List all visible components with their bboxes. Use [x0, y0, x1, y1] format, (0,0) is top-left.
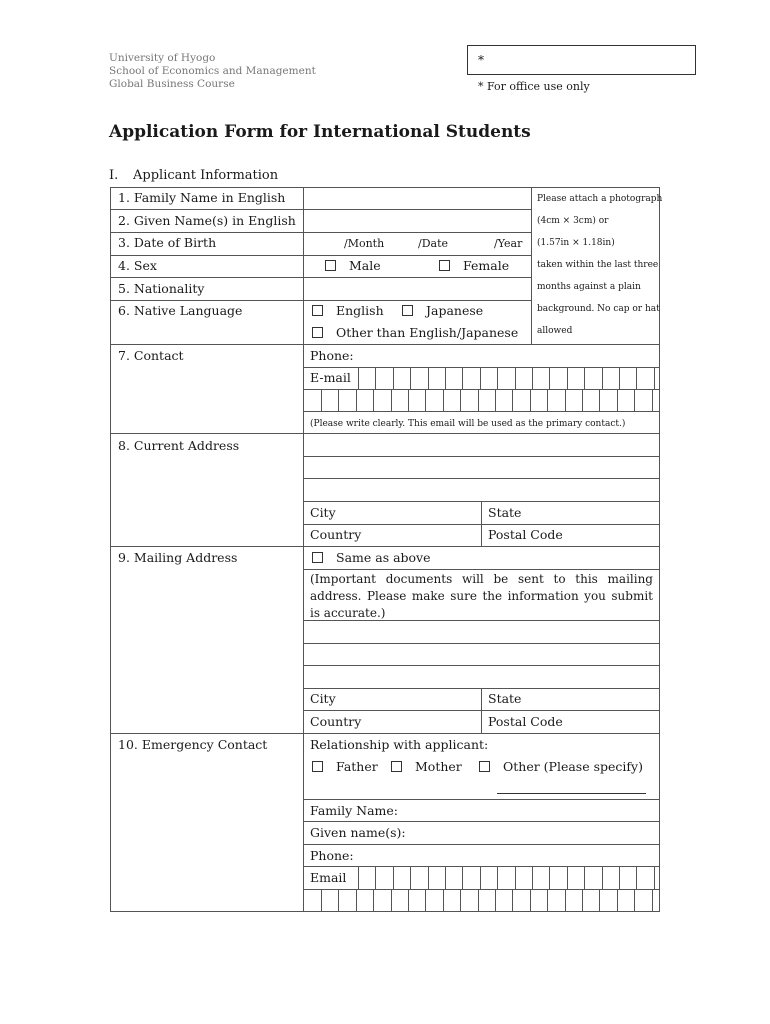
char-box-divider	[495, 389, 496, 411]
female-label: Female	[463, 258, 510, 273]
current-postal-label: Postal Code	[488, 527, 563, 542]
course-name: Global Business Course	[109, 78, 235, 90]
char-box-divider	[410, 367, 411, 389]
char-box-divider	[356, 389, 357, 411]
contact-email-label: E-mail	[310, 370, 351, 385]
char-box-divider	[462, 866, 463, 889]
char-box-divider	[515, 367, 516, 389]
office-use-box	[467, 45, 696, 75]
char-box-divider	[567, 866, 568, 889]
female-checkbox[interactable]	[439, 260, 450, 271]
mother-checkbox[interactable]	[391, 761, 402, 772]
char-box-divider	[547, 889, 548, 911]
char-box-divider	[532, 367, 533, 389]
char-box-divider	[321, 889, 322, 911]
other-specify-line[interactable]	[497, 793, 646, 794]
section-label: Applicant Information	[133, 168, 279, 183]
other-relationship-checkbox[interactable]	[479, 761, 490, 772]
char-box-divider	[617, 889, 618, 911]
char-box-divider	[599, 389, 600, 411]
char-box-divider	[356, 889, 357, 911]
photo-note-line-6: background. No cap or hat	[537, 304, 660, 314]
photo-note-line-3: (1.57in × 1.18in)	[537, 238, 615, 248]
label-family-name: 1. Family Name in English	[118, 190, 286, 205]
char-box-divider	[321, 389, 322, 411]
char-box-divider	[443, 889, 444, 911]
language-english-option[interactable]	[312, 303, 384, 319]
char-box-divider	[480, 866, 481, 889]
same-as-above-checkbox[interactable]	[312, 552, 323, 563]
other-language-label: Other than English/Japanese	[336, 325, 519, 340]
other-relationship-label: Other (Please specify)	[503, 759, 643, 774]
section-heading	[109, 168, 278, 183]
relationship-father-option[interactable]	[312, 759, 378, 775]
char-box-divider	[391, 889, 392, 911]
dob-date[interactable]: /Date	[418, 237, 449, 250]
university-name: University of Hyogo	[109, 52, 216, 64]
char-box-divider	[375, 866, 376, 889]
relationship-other-option[interactable]	[479, 759, 643, 775]
char-box-divider	[425, 889, 426, 911]
char-box-divider	[445, 367, 446, 389]
emergency-family-name-label: Family Name:	[310, 803, 399, 818]
char-box-divider	[408, 889, 409, 911]
char-box-divider	[567, 367, 568, 389]
char-box-divider	[549, 866, 550, 889]
char-box-divider	[425, 389, 426, 411]
emergency-given-names-label: Given name(s):	[310, 825, 406, 840]
char-box-divider	[619, 866, 620, 889]
family-name-field[interactable]	[304, 188, 530, 208]
male-label: Male	[349, 258, 381, 273]
label-contact: 7. Contact	[118, 348, 184, 363]
char-box-divider	[634, 389, 635, 411]
japanese-label: Japanese	[426, 303, 484, 318]
char-box-divider	[582, 889, 583, 911]
father-label: Father	[336, 759, 378, 774]
relationship-mother-option[interactable]	[391, 759, 462, 775]
english-checkbox[interactable]	[312, 305, 323, 316]
char-box-divider	[460, 389, 461, 411]
char-box-divider	[393, 866, 394, 889]
language-other-option[interactable]	[312, 325, 518, 341]
other-language-checkbox[interactable]	[312, 327, 323, 338]
char-box-divider	[391, 389, 392, 411]
char-box-divider	[549, 367, 550, 389]
char-box-divider	[515, 866, 516, 889]
char-box-divider	[512, 389, 513, 411]
given-names-field[interactable]	[304, 210, 530, 231]
male-checkbox[interactable]	[325, 260, 336, 271]
char-box-divider	[652, 389, 653, 411]
char-box-divider	[582, 389, 583, 411]
char-box-divider	[478, 389, 479, 411]
char-box-divider	[358, 866, 359, 889]
char-box-divider	[547, 389, 548, 411]
label-dob: 3. Date of Birth	[118, 235, 217, 250]
emergency-phone-label: Phone:	[310, 848, 354, 863]
char-box-divider	[636, 866, 637, 889]
label-emergency-contact: 10. Emergency Contact	[118, 737, 268, 752]
char-box-divider	[565, 389, 566, 411]
photo-note-line-4: taken within the last three	[537, 260, 659, 270]
office-use-note: * For office use only	[478, 80, 590, 93]
char-box-divider	[408, 389, 409, 411]
mailing-postal-label: Postal Code	[488, 714, 563, 729]
char-box-divider	[599, 889, 600, 911]
language-japanese-option[interactable]	[402, 303, 483, 319]
school-name: School of Economics and Management	[109, 65, 316, 77]
char-box-divider	[478, 889, 479, 911]
photo-note-line-1: Please attach a photograph	[537, 194, 663, 204]
char-box-divider	[619, 367, 620, 389]
char-box-divider	[602, 866, 603, 889]
mother-label: Mother	[415, 759, 462, 774]
char-box-divider	[445, 866, 446, 889]
char-box-divider	[530, 389, 531, 411]
char-box-divider	[443, 389, 444, 411]
char-box-divider	[497, 367, 498, 389]
char-box-divider	[410, 866, 411, 889]
photo-note-line-2: (4cm × 3cm) or	[537, 216, 609, 226]
current-country-label: Country	[310, 527, 362, 542]
university-header	[109, 52, 316, 91]
char-box-divider	[497, 866, 498, 889]
label-nationality: 5. Nationality	[118, 281, 205, 296]
label-native-language: 6. Native Language	[118, 303, 243, 318]
same-as-above-label: Same as above	[336, 550, 431, 565]
char-box-divider	[460, 889, 461, 911]
char-box-divider	[428, 866, 429, 889]
label-given-names: 2. Given Name(s) in English	[118, 213, 296, 228]
english-label: English	[336, 303, 384, 318]
char-box-divider	[393, 367, 394, 389]
label-mailing-address: 9. Mailing Address	[118, 550, 238, 565]
mailing-state-label: State	[488, 691, 522, 706]
char-box-divider	[584, 866, 585, 889]
same-as-above-option[interactable]	[312, 550, 431, 566]
char-box-divider	[512, 889, 513, 911]
char-box-divider	[602, 367, 603, 389]
char-box-divider	[617, 389, 618, 411]
label-current-address: 8. Current Address	[118, 438, 240, 453]
char-box-divider	[565, 889, 566, 911]
char-box-divider	[636, 367, 637, 389]
photo-note-line-7: allowed	[537, 326, 573, 336]
char-box-divider	[375, 367, 376, 389]
char-box-divider	[462, 367, 463, 389]
father-checkbox[interactable]	[312, 761, 323, 772]
photo-note-line-5: months against a plain	[537, 282, 641, 292]
dob-year[interactable]: /Year	[494, 237, 523, 250]
mailing-city-label: City	[310, 691, 336, 706]
emergency-email-label: Email	[310, 870, 347, 885]
dob-month[interactable]: /Month	[344, 237, 385, 250]
char-box-divider	[532, 866, 533, 889]
current-city-label: City	[310, 505, 336, 520]
japanese-checkbox[interactable]	[402, 305, 413, 316]
current-state-label: State	[488, 505, 522, 520]
char-box-divider	[654, 866, 655, 889]
sex-female-option[interactable]	[439, 258, 509, 274]
char-box-divider	[634, 889, 635, 911]
contact-phone-label: Phone:	[310, 348, 354, 363]
char-box-divider	[495, 889, 496, 911]
office-use-mark: *	[478, 53, 484, 67]
form-title: Application Form for International Students	[109, 122, 531, 142]
mailing-important-note: (Important documents will be sent to this mailing address. Please make sure the information you submit is accurate.)	[310, 572, 653, 620]
char-box-divider	[373, 389, 374, 411]
char-box-divider	[358, 367, 359, 389]
char-box-divider	[652, 889, 653, 911]
char-box-divider	[428, 367, 429, 389]
contact-email-note: (Please write clearly. This email will be used as the primary contact.)	[310, 419, 626, 429]
sex-male-option[interactable]	[325, 258, 381, 274]
section-number: I.	[109, 168, 119, 183]
label-sex: 4. Sex	[118, 258, 157, 273]
char-box-divider	[373, 889, 374, 911]
nationality-field[interactable]	[304, 278, 530, 299]
relationship-label: Relationship with applicant:	[310, 737, 489, 752]
char-box-divider	[338, 889, 339, 911]
char-box-divider	[530, 889, 531, 911]
mailing-country-label: Country	[310, 714, 362, 729]
char-box-divider	[338, 389, 339, 411]
char-box-divider	[584, 367, 585, 389]
char-box-divider	[480, 367, 481, 389]
char-box-divider	[654, 367, 655, 389]
